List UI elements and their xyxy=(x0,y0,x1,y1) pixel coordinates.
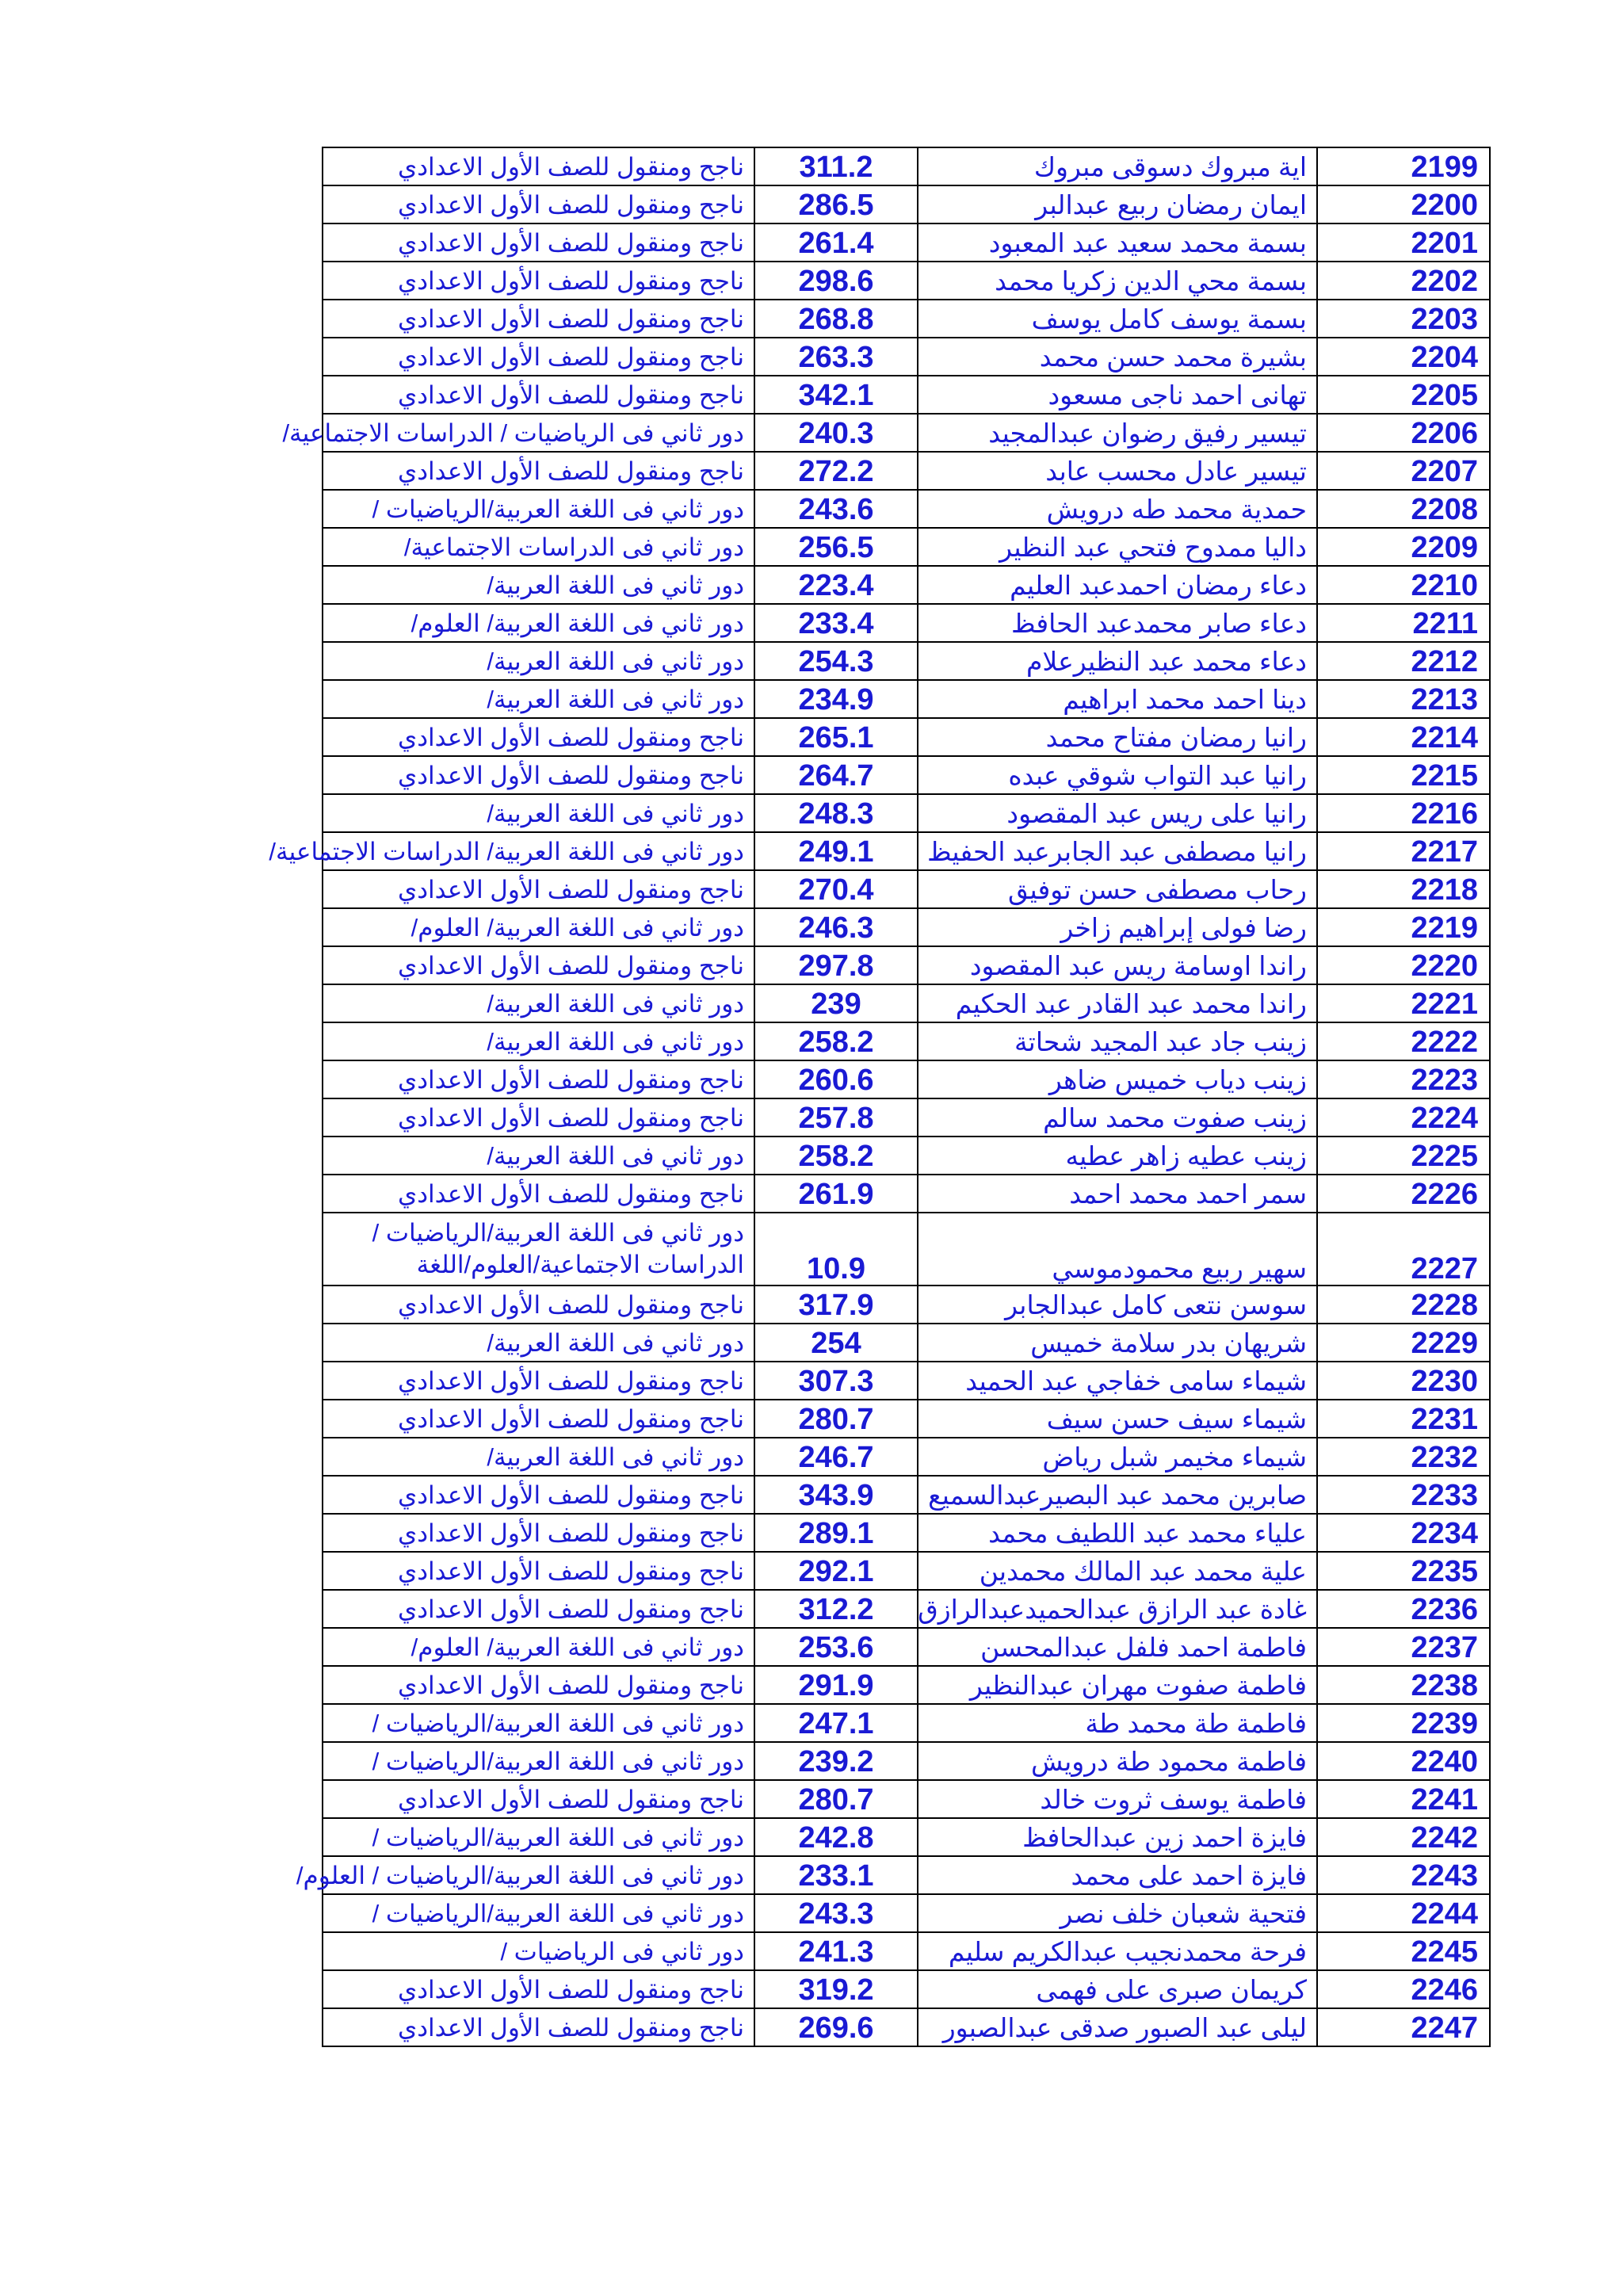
total-score: 256.5 xyxy=(754,528,918,566)
result-status: دور ثاني فى اللغة العربية/ xyxy=(323,984,754,1022)
student-number: 2226 xyxy=(1317,1175,1490,1213)
total-score: 286.5 xyxy=(754,185,918,223)
total-score: 254 xyxy=(754,1324,918,1362)
total-score: 292.1 xyxy=(754,1552,918,1590)
student-number: 2244 xyxy=(1317,1894,1490,1932)
result-status: ناجح ومنقول للصف الأول الاعدادي xyxy=(323,1098,754,1137)
student-number: 2241 xyxy=(1317,1780,1490,1818)
table-row xyxy=(323,870,1490,908)
total-score: 249.1 xyxy=(754,832,918,870)
result-status: دور ثاني فى اللغة العربية/الرياضيات / xyxy=(323,490,754,528)
table-row xyxy=(323,300,1490,338)
total-score: 261.9 xyxy=(754,1175,918,1213)
student-name: زينب عطيه زاهر عطيه xyxy=(918,1137,1317,1175)
student-name: شيماء مخيمر شبل رياض xyxy=(918,1438,1317,1476)
total-score: 233.4 xyxy=(754,604,918,642)
student-number: 2202 xyxy=(1317,262,1490,300)
result-status: ناجح ومنقول للصف الأول الاعدادي xyxy=(323,756,754,794)
table-row xyxy=(323,832,1490,870)
total-score: 297.8 xyxy=(754,946,918,984)
student-name: راندا محمد عبد القادر عبد الحكيم xyxy=(918,984,1317,1022)
table-row xyxy=(323,1022,1490,1060)
result-status: ناجح ومنقول للصف الأول الاعدادي xyxy=(323,1590,754,1628)
student-number: 2246 xyxy=(1317,1970,1490,2008)
table-row xyxy=(323,376,1490,414)
table-row xyxy=(323,1137,1490,1175)
student-number: 2210 xyxy=(1317,566,1490,604)
total-score: 10.9 xyxy=(754,1213,918,1286)
student-name: دعاء صابر محمدعبد الحافظ xyxy=(918,604,1317,642)
result-status: ناجح ومنقول للصف الأول الاعدادي xyxy=(323,1175,754,1213)
total-score: 246.3 xyxy=(754,908,918,946)
student-number: 2245 xyxy=(1317,1932,1490,1970)
table-row xyxy=(323,1818,1490,1856)
table-row xyxy=(323,1476,1490,1514)
student-number: 2231 xyxy=(1317,1400,1490,1438)
student-number: 2238 xyxy=(1317,1666,1490,1704)
student-name: فايزة احمد على محمد xyxy=(918,1856,1317,1894)
student-number: 2219 xyxy=(1317,908,1490,946)
total-score: 342.1 xyxy=(754,376,918,414)
table-row xyxy=(323,1590,1490,1628)
result-status: ناجح ومنقول للصف الأول الاعدادي xyxy=(323,1970,754,2008)
student-number: 2221 xyxy=(1317,984,1490,1022)
student-number: 2243 xyxy=(1317,1856,1490,1894)
table-row xyxy=(323,566,1490,604)
student-name: رانيا مصطفى عبد الجابرعبد الحفيظ xyxy=(918,832,1317,870)
student-number: 2237 xyxy=(1317,1628,1490,1666)
result-status: دور ثاني فى اللغة العربية/ xyxy=(323,1438,754,1476)
student-name: رضا فولى إبراهيم زاخر xyxy=(918,908,1317,946)
student-name: زينب دياب خميس ضاهر xyxy=(918,1060,1317,1098)
result-status: دور ثاني فى اللغة العربية/ xyxy=(323,680,754,718)
student-name: فاطمة محمود طة درويش xyxy=(918,1742,1317,1780)
table-row xyxy=(323,642,1490,680)
total-score: 270.4 xyxy=(754,870,918,908)
total-score: 264.7 xyxy=(754,756,918,794)
result-status: ناجح ومنقول للصف الأول الاعدادي xyxy=(323,1286,754,1324)
student-number: 2212 xyxy=(1317,642,1490,680)
student-name: رانيا على ريس عبد المقصود xyxy=(918,794,1317,832)
result-status: دور ثاني فى اللغة العربية/الرياضيات / xyxy=(323,1818,754,1856)
table-row xyxy=(323,1780,1490,1818)
student-name: راندا اوسامة ريس عبد المقصود xyxy=(918,946,1317,984)
student-number: 2242 xyxy=(1317,1818,1490,1856)
student-name: كريمان صبرى على فهمى xyxy=(918,1970,1317,2008)
student-name: فاطمة طة محمد طة xyxy=(918,1704,1317,1742)
result-status: ناجح ومنقول للصف الأول الاعدادي xyxy=(323,1552,754,1590)
student-number: 2233 xyxy=(1317,1476,1490,1514)
student-number: 2235 xyxy=(1317,1552,1490,1590)
student-number: 2207 xyxy=(1317,452,1490,490)
result-status: ناجح ومنقول للصف الأول الاعدادي xyxy=(323,1476,754,1514)
result-status: دور ثاني فى اللغة العربية/ العلوم/ xyxy=(323,908,754,946)
student-number: 2211 xyxy=(1317,604,1490,642)
table-row xyxy=(323,1438,1490,1476)
student-number: 2208 xyxy=(1317,490,1490,528)
result-status: دور ثاني فى اللغة العربية/ العلوم/ xyxy=(323,604,754,642)
student-name: ايمان رمضان ربيع عبدالبر xyxy=(918,185,1317,223)
student-name: سهير ربيع محمودموسي xyxy=(918,1213,1317,1286)
total-score: 243.3 xyxy=(754,1894,918,1932)
student-number: 2225 xyxy=(1317,1137,1490,1175)
student-name: غادة عبد الرازق عبدالحميدعبدالرازق xyxy=(918,1590,1317,1628)
result-status: دور ثاني فى اللغة العربية/ الدراسات الاجتماعية/ xyxy=(323,832,754,870)
table-row xyxy=(323,1324,1490,1362)
table-row xyxy=(323,1932,1490,1970)
result-status: دور ثاني فى اللغة العربية/ xyxy=(323,1022,754,1060)
table-row xyxy=(323,1514,1490,1552)
result-status: ناجح ومنقول للصف الأول الاعدادي xyxy=(323,300,754,338)
student-number: 2247 xyxy=(1317,2008,1490,2046)
result-status: ناجح ومنقول للصف الأول الاعدادي xyxy=(323,1514,754,1552)
student-name: رحاب مصطفى حسن توفيق xyxy=(918,870,1317,908)
student-number: 2223 xyxy=(1317,1060,1490,1098)
result-status: دور ثاني فى الرياضيات / الدراسات الاجتماعية/ xyxy=(323,414,754,452)
student-name: شريهان بدر سلامة خميس xyxy=(918,1324,1317,1362)
total-score: 319.2 xyxy=(754,1970,918,2008)
result-status: ناجح ومنقول للصف الأول الاعدادي xyxy=(323,1666,754,1704)
result-status: ناجح ومنقول للصف الأول الاعدادي xyxy=(323,1780,754,1818)
table-row xyxy=(323,262,1490,300)
total-score: 312.2 xyxy=(754,1590,918,1628)
student-number: 2200 xyxy=(1317,185,1490,223)
total-score: 243.6 xyxy=(754,490,918,528)
table-row xyxy=(323,1894,1490,1932)
table-row xyxy=(323,984,1490,1022)
student-number: 2209 xyxy=(1317,528,1490,566)
total-score: 223.4 xyxy=(754,566,918,604)
result-status: دور ثاني فى اللغة العربية/ xyxy=(323,1137,754,1175)
table-row xyxy=(323,1175,1490,1213)
result-status: دور ثاني فى اللغة العربية/ xyxy=(323,642,754,680)
total-score: 311.2 xyxy=(754,147,918,185)
result-status: دور ثاني فى الرياضيات / xyxy=(323,1932,754,1970)
student-name: رانيا عبد التواب شوقي عبده xyxy=(918,756,1317,794)
table-row xyxy=(323,528,1490,566)
student-number: 2216 xyxy=(1317,794,1490,832)
student-name: داليا ممدوح فتحي عبد النظير xyxy=(918,528,1317,566)
result-status: دور ثاني فى اللغة العربية/ العلوم/ xyxy=(323,1628,754,1666)
total-score: 307.3 xyxy=(754,1362,918,1400)
student-number: 2228 xyxy=(1317,1286,1490,1324)
student-name: سوسن نتعى كامل عبدالجابر xyxy=(918,1286,1317,1324)
student-name: صابرين محمد عبد البصيرعبدالسميع xyxy=(918,1476,1317,1514)
table-row xyxy=(323,1742,1490,1780)
student-name: علياء محمد عبد اللطيف محمد xyxy=(918,1514,1317,1552)
table-row xyxy=(323,1060,1490,1098)
student-number: 2220 xyxy=(1317,946,1490,984)
table-row xyxy=(323,794,1490,832)
result-status: ناجح ومنقول للصف الأول الاعدادي xyxy=(323,452,754,490)
result-status: ناجح ومنقول للصف الأول الاعدادي xyxy=(323,338,754,376)
student-number: 2206 xyxy=(1317,414,1490,452)
table-row xyxy=(323,604,1490,642)
total-score: 260.6 xyxy=(754,1060,918,1098)
student-number: 2201 xyxy=(1317,223,1490,262)
table-row xyxy=(323,1400,1490,1438)
student-name: بسمة محمد سعيد عبد المعبود xyxy=(918,223,1317,262)
table-row xyxy=(323,908,1490,946)
result-status: ناجح ومنقول للصف الأول الاعدادي xyxy=(323,1060,754,1098)
result-status: دور ثاني فى اللغة العربية/ xyxy=(323,1324,754,1362)
student-number: 2232 xyxy=(1317,1438,1490,1476)
results-table-body xyxy=(269,147,1490,2046)
result-status: دور ثاني فى اللغة العربية/الرياضيات / xyxy=(323,1742,754,1780)
table-row xyxy=(323,946,1490,984)
student-number: 2215 xyxy=(1317,756,1490,794)
result-status: ناجح ومنقول للصف الأول الاعدادي xyxy=(323,718,754,756)
student-number: 2213 xyxy=(1317,680,1490,718)
total-score: 240.3 xyxy=(754,414,918,452)
total-score: 263.3 xyxy=(754,338,918,376)
table-row xyxy=(323,414,1490,452)
table-row xyxy=(323,1213,1490,1286)
total-score: 272.2 xyxy=(754,452,918,490)
total-score: 269.6 xyxy=(754,2008,918,2046)
student-name: شيماء سامى خفاجي عبد الحميد xyxy=(918,1362,1317,1400)
result-status: ناجح ومنقول للصف الأول الاعدادي xyxy=(323,223,754,262)
student-name: دعاء محمد عبد النظيرعلام xyxy=(918,642,1317,680)
result-status: دور ثاني فى اللغة العربية/الرياضيات / الدراسات الاجتماعية/العلوم/اللغة xyxy=(323,1213,754,1286)
student-name: فاطمة صفوت مهران عبدالنظير xyxy=(918,1666,1317,1704)
total-score: 257.8 xyxy=(754,1098,918,1137)
student-number: 2222 xyxy=(1317,1022,1490,1060)
result-status: ناجح ومنقول للصف الأول الاعدادي xyxy=(323,870,754,908)
student-name: اية مبروك دسوقى مبروك xyxy=(918,147,1317,185)
table-row xyxy=(323,147,1490,185)
total-score: 242.8 xyxy=(754,1818,918,1856)
table-row xyxy=(323,1856,1490,1894)
total-score: 258.2 xyxy=(754,1022,918,1060)
student-number: 2204 xyxy=(1317,338,1490,376)
student-name: حمدية محمد طه درويش xyxy=(918,490,1317,528)
table-row xyxy=(323,718,1490,756)
result-status: ناجح ومنقول للصف الأول الاعدادي xyxy=(323,1362,754,1400)
result-status: ناجح ومنقول للصف الأول الاعدادي xyxy=(323,262,754,300)
total-score: 289.1 xyxy=(754,1514,918,1552)
student-name: فتحية شعبان خلف نصر xyxy=(918,1894,1317,1932)
total-score: 317.9 xyxy=(754,1286,918,1324)
student-name: فرحة محمدنجيب عبدالكريم سليم xyxy=(918,1932,1317,1970)
student-name: فاطمة يوسف ثروت خالد xyxy=(918,1780,1317,1818)
result-status: ناجح ومنقول للصف الأول الاعدادي xyxy=(323,2008,754,2046)
student-name: تهانى احمد ناجى مسعود xyxy=(918,376,1317,414)
table-row xyxy=(323,756,1490,794)
results-table xyxy=(269,147,1491,2047)
table-row xyxy=(323,1628,1490,1666)
student-name: بسمة يوسف كامل يوسف xyxy=(918,300,1317,338)
table-row xyxy=(323,1552,1490,1590)
student-name: تيسير عادل محسب عابد xyxy=(918,452,1317,490)
total-score: 298.6 xyxy=(754,262,918,300)
table-row xyxy=(323,1704,1490,1742)
total-score: 280.7 xyxy=(754,1400,918,1438)
student-number: 2227 xyxy=(1317,1213,1490,1286)
student-number: 2230 xyxy=(1317,1362,1490,1400)
student-number: 2214 xyxy=(1317,718,1490,756)
table-row xyxy=(323,1286,1490,1324)
student-number: 2199 xyxy=(1317,147,1490,185)
table-row xyxy=(323,338,1490,376)
student-number: 2239 xyxy=(1317,1704,1490,1742)
student-number: 2217 xyxy=(1317,832,1490,870)
student-name: دعاء رمضان احمدعبد العليم xyxy=(918,566,1317,604)
student-number: 2236 xyxy=(1317,1590,1490,1628)
total-score: 241.3 xyxy=(754,1932,918,1970)
result-status: ناجح ومنقول للصف الأول الاعدادي xyxy=(323,376,754,414)
result-status: ناجح ومنقول للصف الأول الاعدادي xyxy=(323,147,754,185)
result-status: ناجح ومنقول للصف الأول الاعدادي xyxy=(323,946,754,984)
student-name: رانيا رمضان مفتاح محمد xyxy=(918,718,1317,756)
table-row xyxy=(323,1098,1490,1137)
result-status: دور ثاني فى اللغة العربية/الرياضيات / xyxy=(323,1894,754,1932)
student-name: شيماء سيف حسن سيف xyxy=(918,1400,1317,1438)
student-name: دينا احمد محمد ابراهيم xyxy=(918,680,1317,718)
student-number: 2240 xyxy=(1317,1742,1490,1780)
table-row xyxy=(323,2008,1490,2046)
total-score: 261.4 xyxy=(754,223,918,262)
table-row xyxy=(323,1362,1490,1400)
student-number: 2203 xyxy=(1317,300,1490,338)
result-status: دور ثاني فى اللغة العربية/الرياضيات / xyxy=(323,1704,754,1742)
total-score: 247.1 xyxy=(754,1704,918,1742)
total-score: 343.9 xyxy=(754,1476,918,1514)
table-row xyxy=(323,1970,1490,2008)
total-score: 280.7 xyxy=(754,1780,918,1818)
total-score: 268.8 xyxy=(754,300,918,338)
table-row xyxy=(323,1666,1490,1704)
student-name: سمر احمد محمد احمد xyxy=(918,1175,1317,1213)
student-name: بشيرة محمد حسن محمد xyxy=(918,338,1317,376)
result-status: دور ثاني فى اللغة العربية/ xyxy=(323,794,754,832)
student-name: زينب جاد عبد المجيد شحاتة xyxy=(918,1022,1317,1060)
student-name: ليلى عبد الصبور صدقى عبدالصبور xyxy=(918,2008,1317,2046)
student-number: 2234 xyxy=(1317,1514,1490,1552)
total-score: 234.9 xyxy=(754,680,918,718)
total-score: 233.1 xyxy=(754,1856,918,1894)
table-row xyxy=(323,490,1490,528)
student-number: 2205 xyxy=(1317,376,1490,414)
total-score: 291.9 xyxy=(754,1666,918,1704)
total-score: 239.2 xyxy=(754,1742,918,1780)
student-number: 2218 xyxy=(1317,870,1490,908)
table-row xyxy=(323,185,1490,223)
total-score: 239 xyxy=(754,984,918,1022)
student-number: 2224 xyxy=(1317,1098,1490,1137)
student-name: علية محمد عبد المالك محمدين xyxy=(918,1552,1317,1590)
result-status: دور ثاني فى الدراسات الاجتماعية/ xyxy=(323,528,754,566)
total-score: 248.3 xyxy=(754,794,918,832)
student-number: 2229 xyxy=(1317,1324,1490,1362)
student-name: فاطمة احمد فلفل عبدالمحسن xyxy=(918,1628,1317,1666)
table-row xyxy=(323,680,1490,718)
table-row xyxy=(323,452,1490,490)
student-name: زينب صفوت محمد سالم xyxy=(918,1098,1317,1137)
total-score: 265.1 xyxy=(754,718,918,756)
total-score: 258.2 xyxy=(754,1137,918,1175)
table-row xyxy=(323,223,1490,262)
student-name: فايزة احمد زين عبدالحافظ xyxy=(918,1818,1317,1856)
result-status: ناجح ومنقول للصف الأول الاعدادي xyxy=(323,1400,754,1438)
total-score: 254.3 xyxy=(754,642,918,680)
total-score: 253.6 xyxy=(754,1628,918,1666)
result-status: دور ثاني فى اللغة العربية/ xyxy=(323,566,754,604)
result-status: دور ثاني فى اللغة العربية/الرياضيات / العلوم/ xyxy=(323,1856,754,1894)
total-score: 246.7 xyxy=(754,1438,918,1476)
result-status: ناجح ومنقول للصف الأول الاعدادي xyxy=(323,185,754,223)
student-name: بسمة محي الدين زكريا محمد xyxy=(918,262,1317,300)
student-name: تيسير رفيق رضوان عبدالمجيد xyxy=(918,414,1317,452)
